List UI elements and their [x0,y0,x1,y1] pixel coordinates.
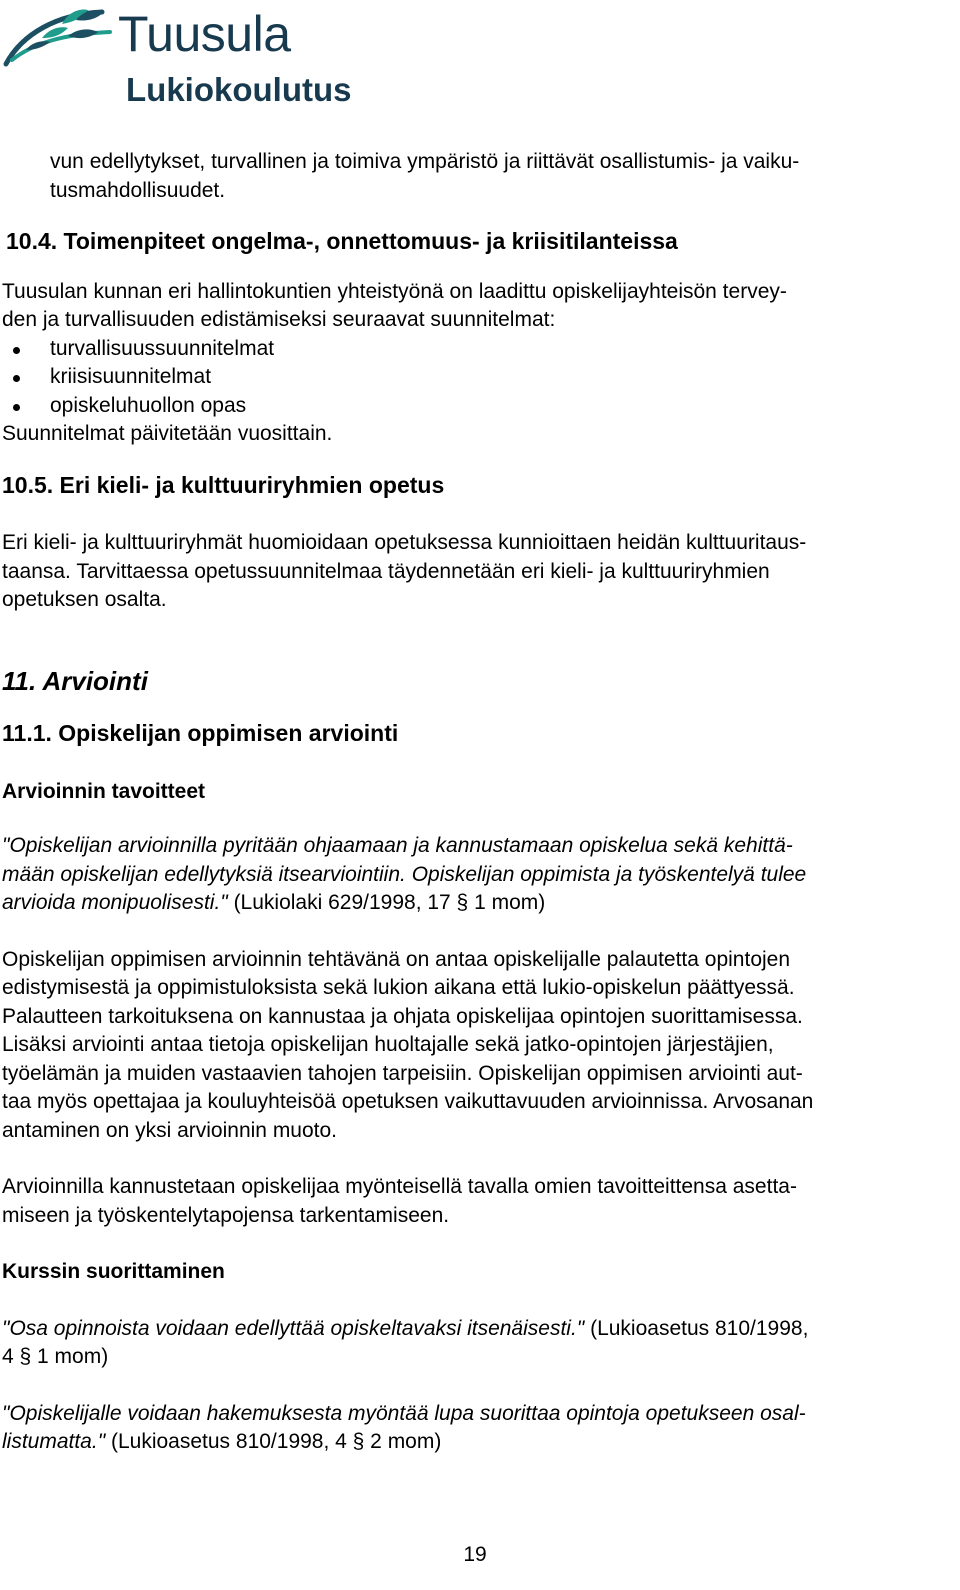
paragraph-line: edistymisestä ja oppimistuloksista sekä lukion aikana että lukio-opiskelun päättyessä. [2,976,795,999]
citation: (Lukiolaki 629/1998, 17 § 1 mom) [227,891,546,914]
paragraph-line: miseen ja työskentelytapojensa tarkentamiseen. [2,1203,450,1227]
list-item: turvallisuussuunnitelmat [2,335,948,364]
quote-line: mään opiskelijan edellytyksiä itsearviointiin. Opiskelijan oppimista ja työskentelyä tulee [2,862,807,886]
subheading: Kurssin suorittaminen [2,1260,225,1283]
subheading: Arvioinnin tavoitteet [2,779,206,803]
quote-line: "Opiskelijan arvioinnilla pyritään ohjaamaan ja kannustamaan opiskelua sekä kehittä- [2,834,793,857]
section-heading-11-1: 11.1. Opiskelijan oppimisen arviointi [2,720,399,746]
paragraph-line: Suunnitelmat päivitetään vuosittain. [2,422,333,445]
document-body [2,148,948,1457]
paragraph-line: työelämän ja muiden vastaavien tahojen tarpeisiin. Opiskelijan oppimisen arviointi aut- [2,1061,803,1085]
citation: 4 § 1 mom) [2,1345,109,1368]
quote-line: listumatta." (Lukioasetus 810/1998, 4 § 2 mom) [2,1430,442,1453]
paragraph-line: Tuusulan kunnan eri hallintokuntien yhteistyönä on laadittu opiskelijayhteisön tervey- [2,279,787,303]
paragraph-line: Opiskelijan oppimisen arvioinnin tehtävänä on antaa opiskelijalle palautetta opintojen [2,947,791,971]
paragraph-line: opetuksen osalta. [2,588,167,611]
list-item: kriisisuunnitelmat [2,363,948,392]
intro-line: vun edellytykset, turvallinen ja toimiva ympäristö ja riittävät osallistumis- ja vaiku- [50,150,800,173]
paragraph-line: Lisäksi arviointi antaa tietoja opiskelijan huoltajalle sekä jatko-opintojen järjestäjien, [2,1033,774,1056]
section-heading-10-5: 10.5. Eri kieli- ja kulttuuriryhmien opetus [2,471,445,498]
tuusula-leaf-logo-icon [2,4,114,70]
plans-list [2,335,948,421]
paragraph-line: den ja turvallisuuden edistämiseksi seuraavat suunnitelmat: [2,308,556,331]
chapter-heading-11: 11. Arviointi [2,665,148,696]
paragraph-line: Palautteen tarkoituksena on kannustaa ja ohjata opiskelijaa opintojen suorittamisessa. [2,1004,803,1028]
citation: (Lukioasetus 810/1998, 4 § 2 mom) [105,1430,442,1453]
citation: (Lukioasetus 810/1998, [584,1316,809,1340]
paragraph-line: antaminen on yksi arvioinnin muoto. [2,1118,338,1142]
quote-line: "Osa opinnoista voidaan edellyttää opiskeltavaksi itsenäisesti." (Lukioasetus 810/1998, [2,1316,809,1340]
paragraph-line: Arvioinnilla kannustetaan opiskelijaa myönteisellä tavalla omien tavoitteittensa asetta- [2,1175,797,1198]
quote-line: arvioida monipuolisesti." (Lukiolaki 629/1998, 17 § 1 mom) [2,891,546,914]
logo-wordmark: Tuusula [118,6,291,62]
section-heading-10-4: 10.4. Toimenpiteet ongelma-, onnettomuus- ja kriisitilanteissa [6,228,678,254]
paragraph-line: taa myös opettajaa ja kouluyhteisöä opetuksen vaikuttavuuden arvioinnissa. Arvosanan [2,1090,814,1113]
list-item: opiskeluhuollon opas [2,392,948,421]
quote-line: "Opiskelijalle voidaan hakemuksesta myöntää lupa suorittaa opintoja opetukseen osal- [2,1401,806,1425]
page-number: 19 [463,1543,487,1566]
paragraph-line: taansa. Tarvittaessa opetussuunnitelmaa täydennetään eri kieli- ja kulttuuriryhmien [2,559,770,583]
paragraph-line: Eri kieli- ja kulttuuriryhmät huomioidaan opetuksessa kunnioittaen heidän kulttuuritaus- [2,531,807,554]
org-unit-title: Lukiokoulutus [126,71,352,108]
intro-line: tusmahdollisuudet. [50,178,226,202]
